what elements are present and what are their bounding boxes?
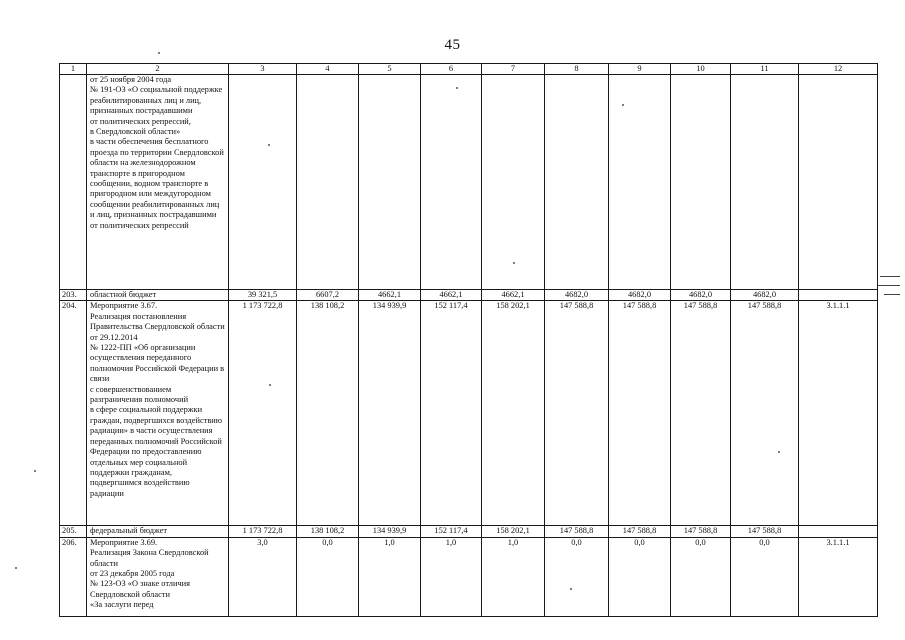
value-cell: 4682,0	[671, 290, 731, 301]
item-name-cell: областной бюджет	[87, 290, 229, 301]
scan-edge-mark	[878, 285, 900, 286]
value-cell: 134 939,9	[359, 526, 421, 537]
value-cell	[421, 75, 482, 290]
value-cell: 0,0	[731, 537, 799, 616]
value-cell: 4682,0	[609, 290, 671, 301]
value-cell: 152 117,4	[421, 526, 482, 537]
value-cell: 4662,1	[421, 290, 482, 301]
value-cell: 6607,2	[297, 290, 359, 301]
goal-number-cell: 3.1.1.1	[799, 301, 878, 526]
item-name-cell: Мероприятие 3.69. Реализация Закона Свердловской области от 23 декабря 2005 года № 123-ОЗ «О знаке отличия Свердловской области «За заслуги перед	[87, 537, 229, 616]
value-cell: 1 173 722,8	[229, 301, 297, 526]
value-cell: 0,0	[297, 537, 359, 616]
value-cell: 0,0	[609, 537, 671, 616]
table-row	[60, 537, 878, 616]
value-cell	[545, 75, 609, 290]
value-cell	[359, 75, 421, 290]
value-cell	[229, 75, 297, 290]
value-cell	[609, 75, 671, 290]
value-cell	[731, 75, 799, 290]
scan-speck	[456, 87, 458, 89]
value-cell: 138 108,2	[297, 526, 359, 537]
item-name-cell: от 25 ноября 2004 года № 191-ОЗ «О социальной поддержке реабилитированных лиц и лиц, признанных пострадавшими от политических репрессий, в Свердловской области» в части обеспечения бесплатного проезда по территории Свердловской области на железнодорожном транспорте в пригородном сообщении, водном транспорте в пригородном или междугородном сообщении реабилитированных лиц и лиц, признанных пострадавшими от политических репрессий	[87, 75, 229, 290]
goal-number-cell: 3.1.1.1	[799, 537, 878, 616]
table-row	[60, 301, 878, 526]
scan-speck	[268, 144, 270, 146]
column-header: 5	[359, 64, 421, 75]
page-number: 45	[444, 37, 461, 53]
value-cell: 3,0	[229, 537, 297, 616]
column-header: 6	[421, 64, 482, 75]
value-cell: 0,0	[671, 537, 731, 616]
scan-speck	[570, 588, 572, 590]
value-cell	[482, 75, 545, 290]
column-header: 12	[799, 64, 878, 75]
scan-speck	[513, 262, 515, 264]
column-header: 4	[297, 64, 359, 75]
column-header: 1	[60, 64, 87, 75]
value-cell: 147 588,8	[671, 526, 731, 537]
value-cell: 1 173 722,8	[229, 526, 297, 537]
value-cell: 147 588,8	[545, 526, 609, 537]
value-cell	[297, 75, 359, 290]
row-number-cell: 206.	[60, 537, 87, 616]
item-name-cell: федеральный бюджет	[87, 526, 229, 537]
value-cell: 1,0	[359, 537, 421, 616]
row-number-cell: 204.	[60, 301, 87, 526]
value-cell: 147 588,8	[545, 301, 609, 526]
value-cell: 147 588,8	[671, 301, 731, 526]
scan-speck	[269, 384, 271, 386]
value-cell: 1,0	[482, 537, 545, 616]
value-cell: 4682,0	[731, 290, 799, 301]
value-cell: 4662,1	[359, 290, 421, 301]
value-cell: 158 202,1	[482, 526, 545, 537]
value-cell: 1,0	[421, 537, 482, 616]
value-cell: 39 321,5	[229, 290, 297, 301]
value-cell: 147 588,8	[609, 526, 671, 537]
scan-speck	[622, 104, 624, 106]
row-number-cell: 203.	[60, 290, 87, 301]
table-row	[60, 526, 878, 537]
goal-number-cell	[799, 290, 878, 301]
scan-speck	[34, 470, 36, 472]
item-name-cell: Мероприятие 3.67. Реализация постановления Правительства Свердловской области от 29.12.2014 № 1222-ПП «Об организации осуществления переданного полномочия Российской Федерации в связи с совершенствованием разграничения полномочий в сфере социальной поддержки граждан, подвергшихся воздействию радиации» в части осуществления переданных полномочий Российской Федерации по предоставлению отдельных мер социальной поддержки гражданам, подвергшимся воздействию радиации	[87, 301, 229, 526]
table-row	[60, 75, 878, 290]
column-header: 7	[482, 64, 545, 75]
scan-edge-mark	[884, 294, 900, 295]
value-cell: 0,0	[545, 537, 609, 616]
scan-speck	[15, 567, 17, 569]
value-cell: 152 117,4	[421, 301, 482, 526]
scan-speck	[158, 52, 160, 54]
column-header: 3	[229, 64, 297, 75]
column-header: 2	[87, 64, 229, 75]
value-cell	[671, 75, 731, 290]
value-cell: 4662,1	[482, 290, 545, 301]
scan-edge-mark	[880, 276, 900, 277]
row-number-cell	[60, 75, 87, 290]
goal-number-cell	[799, 75, 878, 290]
value-cell: 138 108,2	[297, 301, 359, 526]
budget-table	[59, 63, 878, 617]
column-header: 9	[609, 64, 671, 75]
table-row	[60, 290, 878, 301]
value-cell: 134 939,9	[359, 301, 421, 526]
column-header: 8	[545, 64, 609, 75]
value-cell: 4682,0	[545, 290, 609, 301]
goal-number-cell	[799, 526, 878, 537]
column-header: 10	[671, 64, 731, 75]
value-cell: 147 588,8	[609, 301, 671, 526]
value-cell: 147 588,8	[731, 301, 799, 526]
value-cell: 158 202,1	[482, 301, 545, 526]
value-cell: 147 588,8	[731, 526, 799, 537]
column-header: 11	[731, 64, 799, 75]
scan-speck	[778, 451, 780, 453]
row-number-cell: 205.	[60, 526, 87, 537]
table-header-row	[60, 64, 878, 75]
